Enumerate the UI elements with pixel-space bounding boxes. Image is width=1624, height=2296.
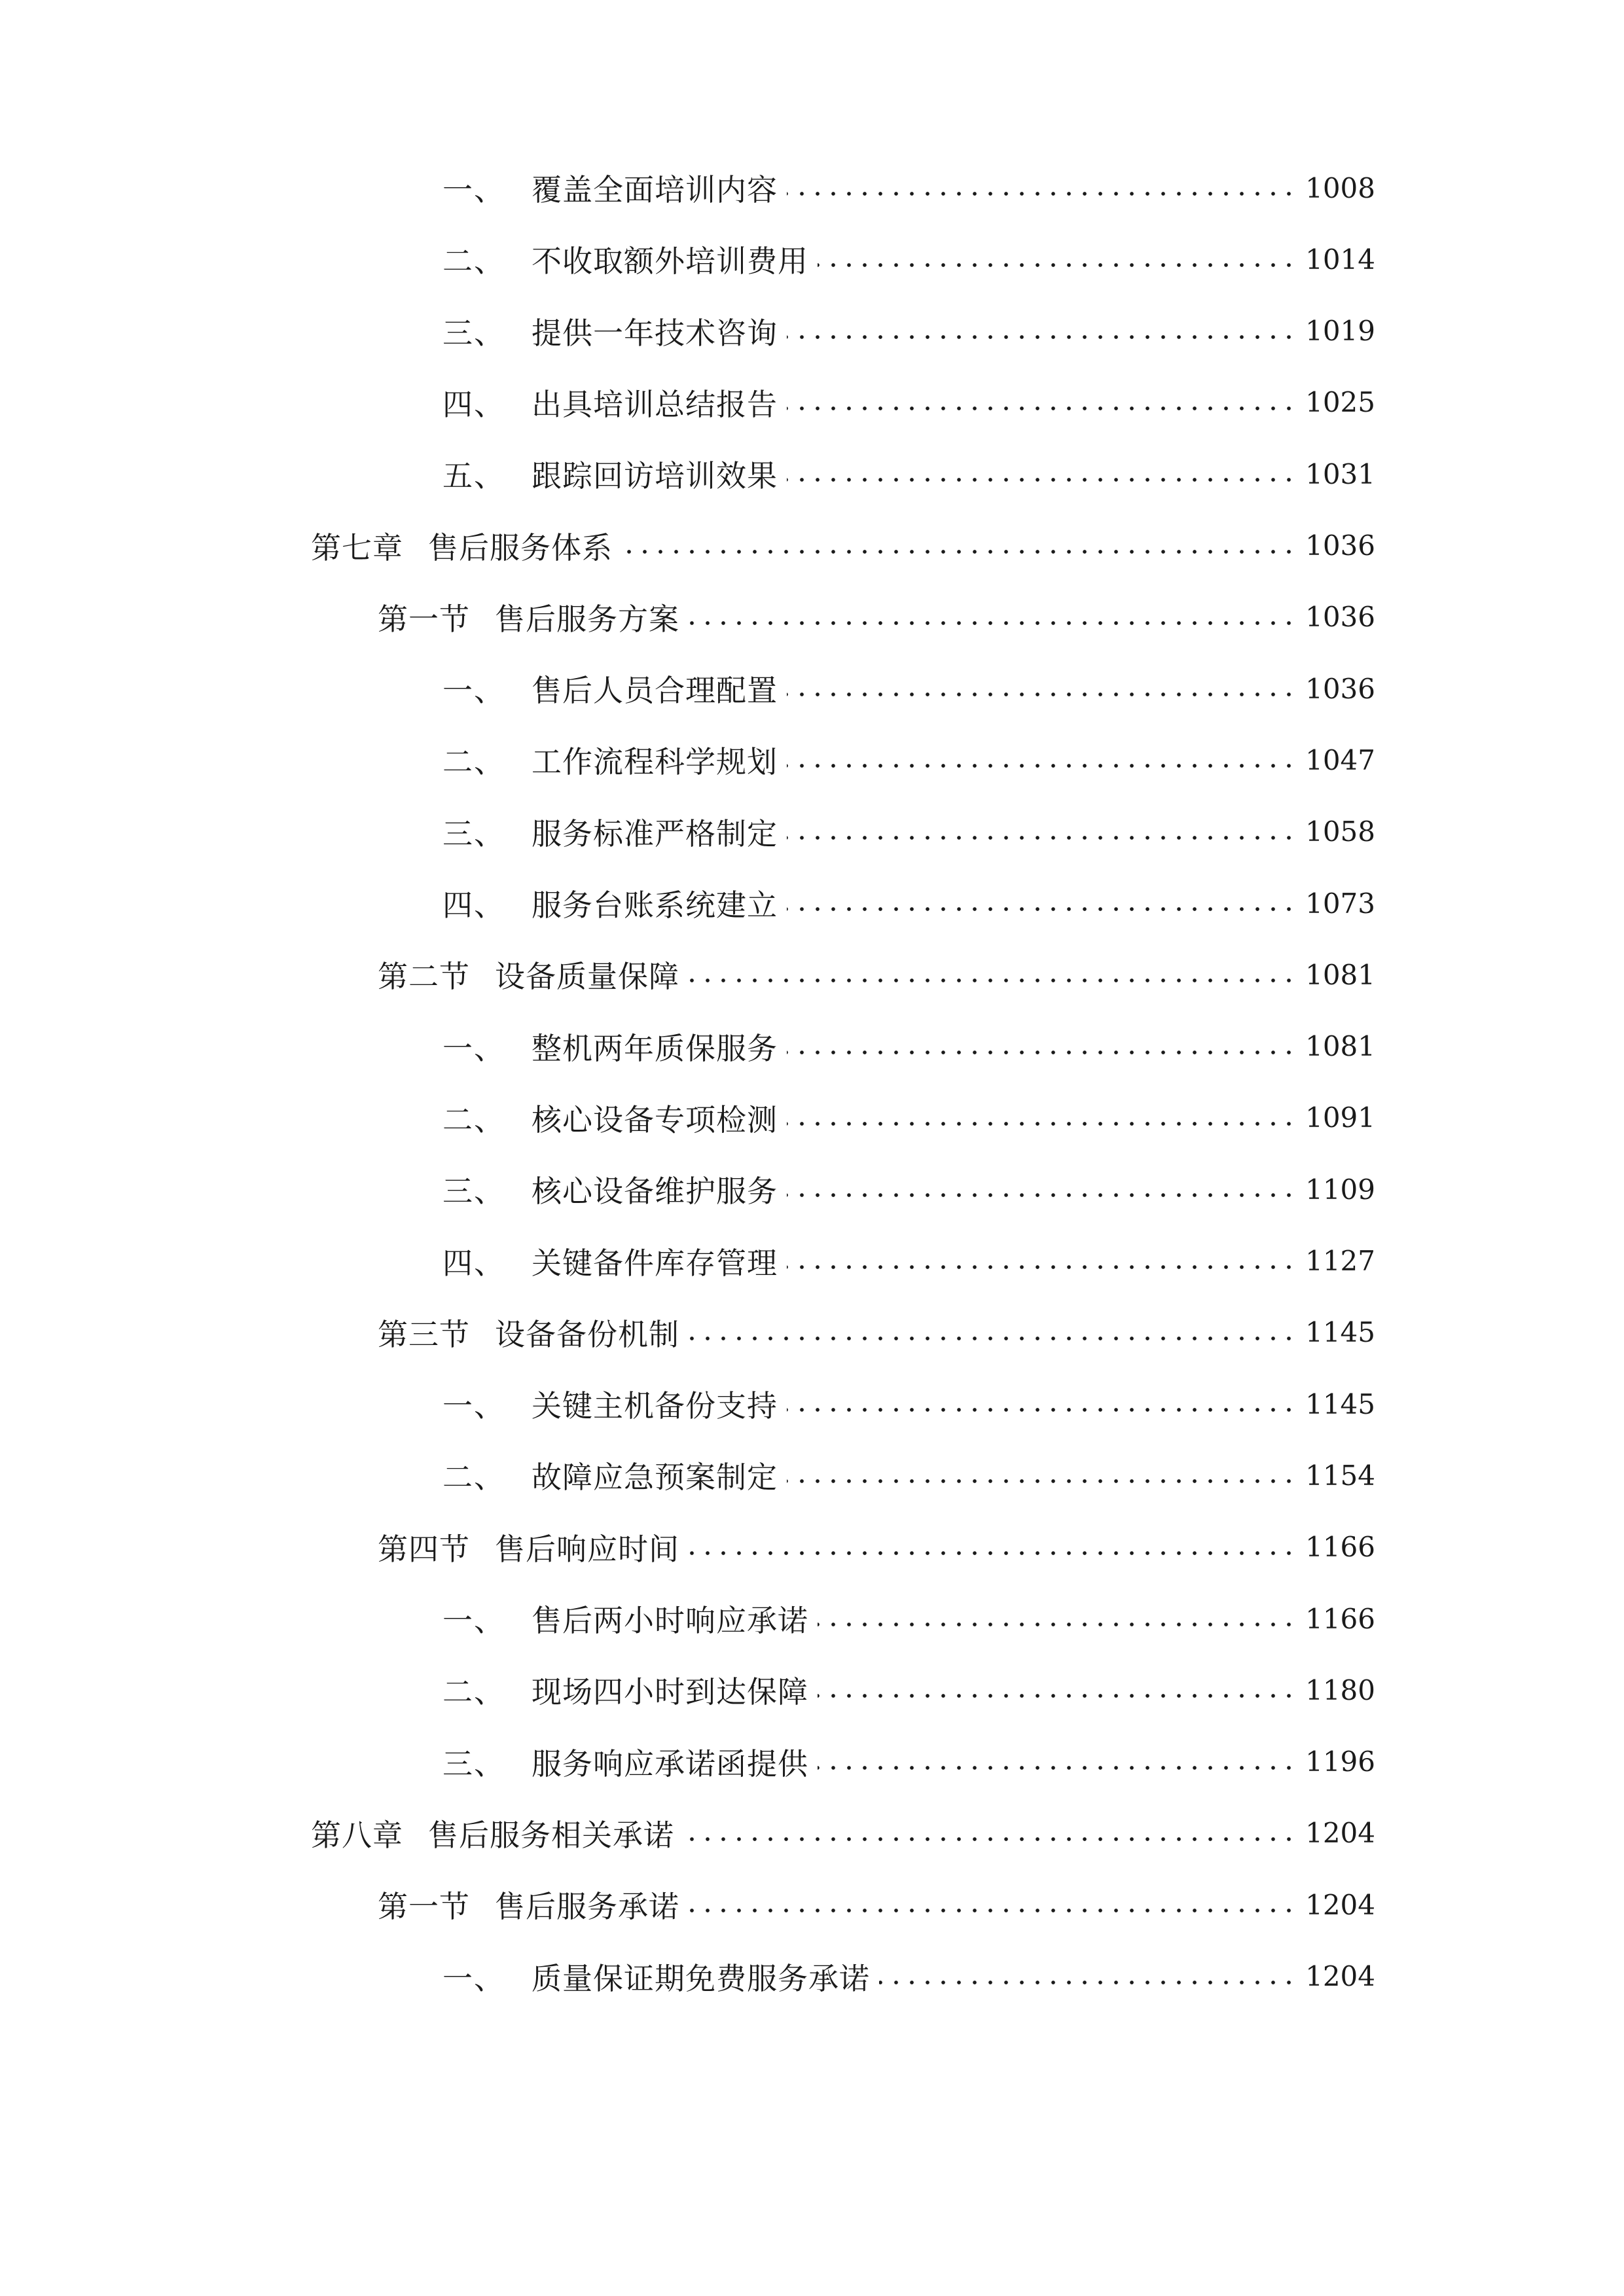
toc-entry-number: 五、: [442, 458, 505, 494]
toc-entry-label: [442, 1726, 808, 1798]
toc-entry[interactable]: [0, 1153, 1624, 1225]
toc-page-number: 1036: [1305, 529, 1375, 562]
toc-entry[interactable]: [0, 581, 1624, 653]
toc-page-number: 1014: [1305, 243, 1375, 276]
toc-page-number: 1031: [1305, 457, 1375, 490]
toc-page-number: 1166: [1305, 1531, 1375, 1564]
toc-entry-label: [442, 1368, 778, 1440]
toc-entry[interactable]: [0, 1726, 1624, 1798]
toc-entry-title: 设备质量保障: [495, 959, 679, 995]
toc-dot-leader: [787, 796, 1297, 868]
toc-entry[interactable]: [0, 152, 1624, 224]
toc-dot-leader: [787, 867, 1297, 939]
toc-entry[interactable]: [0, 1511, 1624, 1583]
toc-page-number: 1204: [1305, 1888, 1375, 1921]
toc-dot-leader: [787, 295, 1297, 367]
toc-entry-number: 第二节: [378, 959, 470, 995]
toc-page-number: 1166: [1305, 1602, 1375, 1635]
toc-entry-title: 核心设备维护服务: [532, 1174, 778, 1210]
toc-page-number: 1127: [1305, 1245, 1375, 1277]
toc-entry-label: [378, 581, 679, 653]
toc-page-number: 1180: [1305, 1674, 1375, 1706]
toc-entry-title: 服务响应承诺函提供: [532, 1746, 808, 1782]
toc-entry-label: [378, 939, 679, 1011]
toc-entry[interactable]: [0, 796, 1624, 868]
toc-entry-title: 售后人员合理配置: [532, 673, 778, 709]
toc-dot-leader: [787, 724, 1297, 796]
toc-page-number: 1073: [1305, 887, 1375, 920]
toc-entry[interactable]: [0, 367, 1624, 439]
toc-entry-title: 不收取额外培训费用: [532, 243, 808, 279]
toc-page-number: 1036: [1305, 672, 1375, 705]
toc-dot-leader: [787, 438, 1297, 510]
toc-entry-title: 质量保证期免费服务承诺: [532, 1960, 870, 1996]
toc-entry-title: 售后两小时响应承诺: [532, 1603, 808, 1638]
toc-entry-number: 一、: [442, 673, 505, 709]
toc-page-number: 1036: [1305, 601, 1375, 634]
toc-entry-label: [442, 653, 778, 725]
toc-entry-number: 一、: [442, 1030, 505, 1066]
toc-entry-title: 出具培训总结报告: [532, 386, 778, 422]
toc-entry-number: 四、: [442, 888, 505, 923]
toc-entry-number: 第四节: [378, 1531, 470, 1567]
toc-entry[interactable]: [0, 867, 1624, 939]
toc-entry-title: 售后服务方案: [495, 601, 679, 637]
toc-entry-label: [442, 1153, 778, 1225]
toc-dot-leader: [689, 939, 1297, 1011]
toc-entry[interactable]: [0, 1011, 1624, 1083]
toc-entry-label: [442, 1583, 808, 1655]
toc-entry-label: [442, 223, 808, 295]
toc-entry-title: 现场四小时到达保障: [532, 1674, 808, 1710]
toc-entry-number: 四、: [442, 386, 505, 422]
toc-entry[interactable]: [0, 1654, 1624, 1726]
toc-entry-number: 一、: [442, 1960, 505, 1996]
toc-page-number: 1204: [1305, 1960, 1375, 1992]
toc-page-number: 1025: [1305, 386, 1375, 419]
toc-dot-leader: [787, 1011, 1297, 1083]
toc-entry-title: 覆盖全面培训内容: [532, 172, 778, 207]
toc-entry-number: 第三节: [378, 1316, 470, 1352]
toc-dot-leader: [818, 1726, 1297, 1798]
toc-entry-label: [442, 796, 778, 868]
toc-entry-title: 服务标准严格制定: [532, 816, 778, 852]
toc-page-number: 1196: [1305, 1746, 1375, 1778]
toc-entry-title: 设备备份机制: [495, 1316, 679, 1352]
toc-page-number: 1047: [1305, 744, 1375, 776]
toc-entry-number: 三、: [442, 315, 505, 351]
toc-entry-label: [378, 1511, 679, 1583]
toc-entry-title: 跟踪回访培训效果: [532, 458, 778, 494]
toc-dot-leader: [689, 1511, 1297, 1583]
toc-page-number: 1081: [1305, 958, 1375, 991]
toc-entry-title: 提供一年技术咨询: [532, 315, 778, 351]
toc-entry-number: 第八章: [311, 1817, 403, 1853]
toc-entry-label: [442, 867, 778, 939]
toc-entry[interactable]: [0, 724, 1624, 796]
toc-entry[interactable]: [0, 1082, 1624, 1154]
toc-entry[interactable]: [0, 1297, 1624, 1369]
toc-entry[interactable]: [0, 1439, 1624, 1511]
toc-dot-leader: [818, 1583, 1297, 1655]
toc-dot-leader: [683, 1797, 1297, 1869]
toc-entry-title: 售后服务承诺: [495, 1889, 679, 1925]
toc-entry-label: [378, 1869, 679, 1941]
toc-entry[interactable]: [0, 510, 1624, 582]
toc-dot-leader: [787, 367, 1297, 439]
toc-entry-number: 一、: [442, 1388, 505, 1424]
toc-page-number: 1145: [1305, 1388, 1375, 1420]
toc-entry-label: [311, 1797, 674, 1869]
toc-entry-label: [442, 724, 778, 796]
toc-entry-title: 关键主机备份支持: [532, 1388, 778, 1424]
toc-entry-label: [442, 1011, 778, 1083]
toc-entry-title: 服务台账系统建立: [532, 888, 778, 923]
toc-page-number: 1145: [1305, 1316, 1375, 1349]
toc-entry[interactable]: [0, 1368, 1624, 1440]
toc-dot-leader: [818, 1654, 1297, 1726]
toc-entry-number: 三、: [442, 816, 505, 852]
toc-dot-leader: [689, 581, 1297, 653]
toc-entry-number: 二、: [442, 1102, 505, 1138]
toc-entry-title: 故障应急预案制定: [532, 1460, 778, 1496]
toc-dot-leader: [622, 510, 1297, 582]
toc-page-number: 1204: [1305, 1817, 1375, 1850]
toc-entry-number: 二、: [442, 744, 505, 780]
toc-entry-label: [442, 1439, 778, 1511]
toc-entry-number: 第一节: [378, 601, 470, 637]
toc-dot-leader: [787, 152, 1297, 224]
toc-entry-label: [442, 152, 778, 224]
toc-entry[interactable]: [0, 1797, 1624, 1869]
toc-dot-leader: [787, 1082, 1297, 1154]
toc-entry-label: [442, 1941, 870, 2013]
toc-entry-number: 一、: [442, 172, 505, 207]
toc-page-number: 1109: [1305, 1173, 1375, 1206]
toc-entry-title: 核心设备专项检测: [532, 1102, 778, 1138]
toc-entry[interactable]: [0, 653, 1624, 725]
toc-entry[interactable]: [0, 1225, 1624, 1297]
toc-entry-label: [311, 510, 613, 582]
toc-dot-leader: [787, 1439, 1297, 1511]
toc-entry[interactable]: [0, 1869, 1624, 1941]
toc-entry-label: [442, 1082, 778, 1154]
toc-dot-leader: [689, 1297, 1297, 1369]
toc-entry-number: 二、: [442, 243, 505, 279]
toc-entry-label: [442, 1225, 778, 1297]
toc-entry[interactable]: [0, 223, 1624, 295]
toc-entry-title: 售后响应时间: [495, 1531, 679, 1567]
toc-entry-title: 整机两年质保服务: [532, 1030, 778, 1066]
toc-entry-number: 二、: [442, 1460, 505, 1496]
toc-dot-leader: [818, 223, 1297, 295]
toc-page-number: 1091: [1305, 1102, 1375, 1134]
toc-page-number: 1058: [1305, 816, 1375, 848]
toc-entry-title: 售后服务体系: [428, 529, 613, 565]
toc-entry-label: [378, 1297, 679, 1369]
toc-entry-number: 三、: [442, 1746, 505, 1782]
toc-dot-leader: [787, 1368, 1297, 1440]
toc-entry-number: 三、: [442, 1174, 505, 1210]
toc-entry[interactable]: [0, 1583, 1624, 1655]
toc-entry-title: 关键备件库存管理: [532, 1245, 778, 1281]
toc-dot-leader: [787, 1153, 1297, 1225]
toc-page-number: 1154: [1305, 1459, 1375, 1492]
toc-dot-leader: [689, 1869, 1297, 1941]
toc-entry-number: 四、: [442, 1245, 505, 1281]
toc-entry-title: 工作流程科学规划: [532, 744, 778, 780]
toc-dot-leader: [787, 653, 1297, 725]
toc-entry-number: 一、: [442, 1603, 505, 1638]
toc-page-number: 1081: [1305, 1030, 1375, 1063]
toc-dot-leader: [787, 1225, 1297, 1297]
toc-entry-number: 第七章: [311, 529, 403, 565]
toc-entry[interactable]: [0, 939, 1624, 1011]
toc-entry[interactable]: [0, 295, 1624, 367]
toc-page-number: 1019: [1305, 315, 1375, 348]
toc-entry-label: [442, 295, 778, 367]
toc-entry[interactable]: [0, 1941, 1624, 2013]
toc-dot-leader: [879, 1941, 1297, 2013]
toc-entry-label: [442, 367, 778, 439]
toc-entry-label: [442, 438, 778, 510]
toc-entry-number: 第一节: [378, 1889, 470, 1925]
toc-entry-title: 售后服务相关承诺: [428, 1817, 674, 1853]
toc-entry-number: 二、: [442, 1674, 505, 1710]
toc-entry-label: [442, 1654, 808, 1726]
toc-entry[interactable]: [0, 438, 1624, 510]
toc-page-number: 1008: [1305, 171, 1375, 204]
